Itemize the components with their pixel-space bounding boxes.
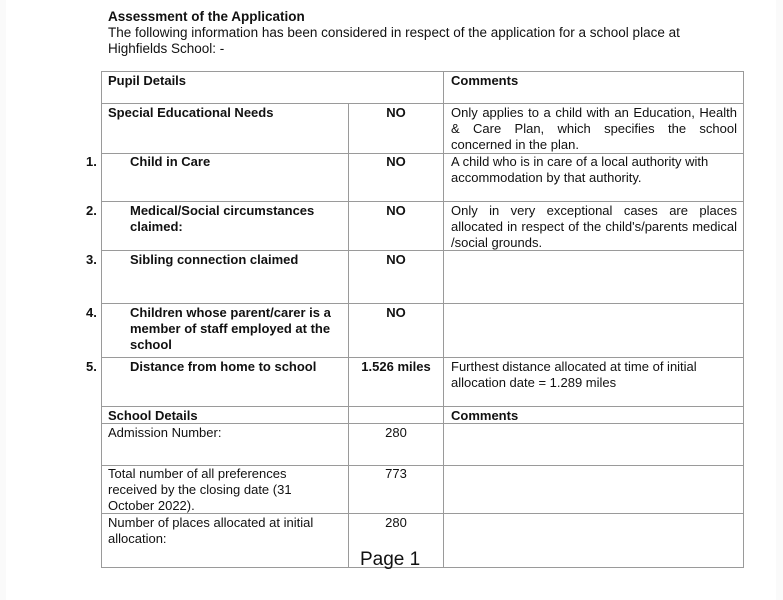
pupil-details-header: Pupil Details: [108, 73, 187, 88]
school-detail-label: Admission Number:: [108, 425, 222, 440]
criterion-label: 4. Children whose parent/carer is a member of staff employed at the school: [86, 305, 331, 352]
school-detail-value: 280: [385, 515, 407, 530]
assessment-title: Assessment of the Application: [108, 9, 305, 24]
school-detail-value: 280: [385, 425, 407, 440]
school-detail-value: 773: [385, 466, 407, 481]
page-number: Page 1: [360, 549, 421, 570]
criterion-value: NO: [386, 252, 406, 267]
school-details-header: School Details: [108, 408, 198, 423]
criterion-value: NO: [386, 203, 406, 218]
criterion-value: NO: [386, 305, 406, 320]
school-detail-label: Total number of all preferences received by the closing date (31 October 2022).: [108, 466, 292, 513]
criterion-comment: Only in very exceptional cases are places allocated in respect of the child's/parents medical /social grounds.: [451, 203, 737, 250]
criterion-value: NO: [386, 105, 406, 120]
criterion-value: 1.526 miles: [361, 359, 431, 374]
criterion-label: 5. Distance from home to school: [86, 359, 317, 374]
criterion-label: 3. Sibling connection claimed: [86, 252, 299, 267]
assessment-intro: The following information has been considered in respect of the application for a school place at Highfields School: -: [108, 25, 680, 56]
school-detail-label: Number of places allocated at initial allocation:: [108, 515, 314, 546]
pupil-comments-header: Comments: [451, 73, 519, 88]
school-comments-header: Comments: [451, 408, 519, 423]
criterion-comment: Furthest distance allocated at time of initial allocation date = 1.289 miles: [451, 359, 697, 390]
criterion-label: 1. Child in Care: [86, 154, 211, 169]
criterion-label: 2. Medical/Social circumstances claimed:: [86, 203, 315, 234]
criterion-comment: A child who is in care of a local authority with accommodation by that authority.: [451, 154, 709, 185]
criterion-comment: Only applies to a child with an Education, Health & Care Plan, which specifies the school concerned in the plan.: [451, 105, 737, 152]
criterion-label: Special Educational Needs: [108, 105, 274, 120]
criterion-value: NO: [386, 154, 406, 169]
